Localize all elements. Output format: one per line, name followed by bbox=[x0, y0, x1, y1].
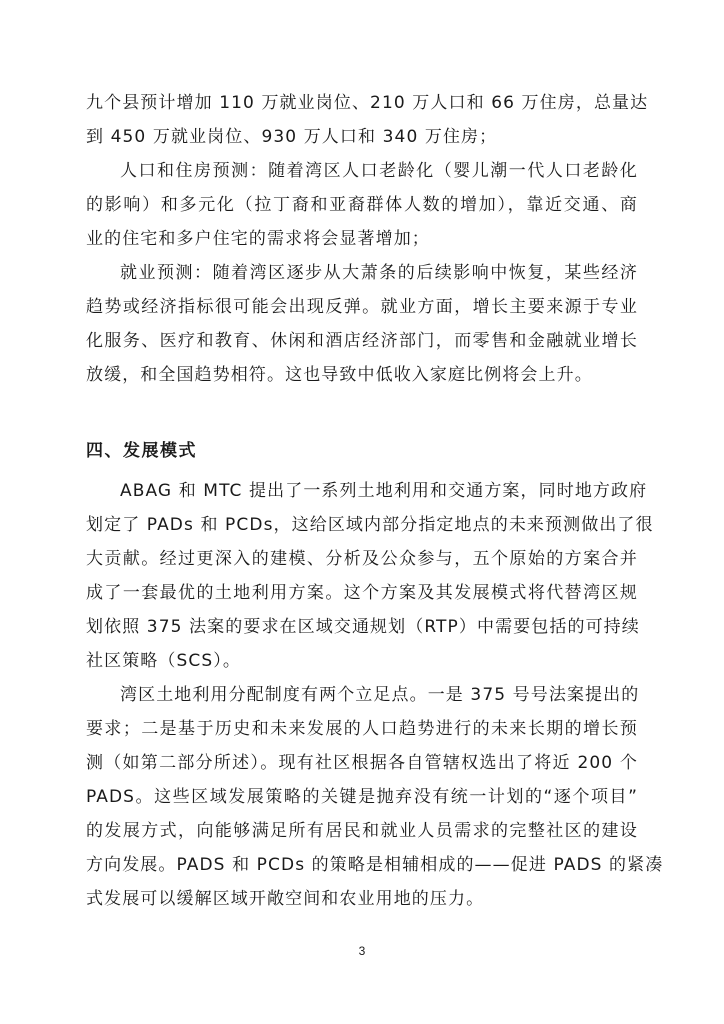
paragraph-line: 大贡献。经过更深入的建模、分析及公众参与，五个原始的方案合并 bbox=[86, 549, 638, 569]
paragraph-line: 化服务、医疗和教育、休闲和酒店经济部门，而零售和金融就业增长 bbox=[86, 331, 638, 351]
paragraph-line: 划依照 375 法案的要求在区域交通规划（RTP）中需要包括的可持续 bbox=[86, 617, 640, 637]
paragraph-line: 九个县预计增加 110 万就业岗位、210 万人口和 66 万住房，总量达 bbox=[86, 93, 649, 113]
paragraph-line: 测（如第二部分所述）。现有社区根据各自管辖权选出了将近 200 个 bbox=[86, 753, 638, 773]
paragraph-line: 社区策略（SCS）。 bbox=[86, 651, 241, 671]
paragraph-line: 划定了 PADs 和 PCDs，这给区域内部分指定地点的未来预测做出了很 bbox=[86, 515, 654, 535]
paragraph-line: 的发展方式，向能够满足所有居民和就业人员需求的完整社区的建设 bbox=[86, 821, 638, 841]
paragraph-line: PADS。这些区域发展策略的关键是抛弃没有统一计划的“逐个项目” bbox=[86, 787, 638, 807]
paragraph-line: ABAG 和 MTC 提出了一系列土地利用和交通方案，同时地方政府 bbox=[120, 481, 648, 501]
paragraph-line: 放缓，和全国趋势相符。这也导致中低收入家庭比例将会上升。 bbox=[86, 365, 593, 385]
paragraph-line: 到 450 万就业岗位、930 万人口和 340 万住房； bbox=[86, 127, 498, 147]
paragraph-line: 式发展可以缓解区域开敞空间和农业用地的压力。 bbox=[86, 889, 485, 909]
paragraph-line: 成了一套最优的土地利用方案。这个方案及其发展模式将代替湾区规 bbox=[86, 583, 638, 603]
paragraph-line: 业的住宅和多户住宅的需求将会显著增加； bbox=[86, 229, 430, 249]
paragraph-line: 方向发展。PADS 和 PCDs 的策略是相辅相成的——促进 PADS 的紧凑 bbox=[86, 855, 664, 875]
paragraph-line: 的影响）和多元化（拉丁裔和亚裔群体人数的增加），靠近交通、商 bbox=[86, 195, 638, 215]
paragraph-line: 就业预测：随着湾区逐步从大萧条的后续影响中恢复，某些经济 bbox=[120, 263, 638, 283]
page-number: 3 bbox=[358, 944, 366, 958]
paragraph-line: 趋势或经济指标很可能会出现反弹。就业方面，增长主要来源于专业 bbox=[86, 297, 638, 317]
paragraph-line: 要求；二是基于历史和未来发展的人口趋势进行的未来长期的增长预 bbox=[86, 719, 638, 739]
paragraph-line: 湾区土地利用分配制度有两个立足点。一是 375 号号法案提出的 bbox=[120, 685, 640, 705]
section-heading: 四、发展模式 bbox=[86, 441, 197, 461]
paragraph-line: 人口和住房预测：随着湾区人口老龄化（婴儿潮一代人口老龄化 bbox=[120, 161, 638, 181]
